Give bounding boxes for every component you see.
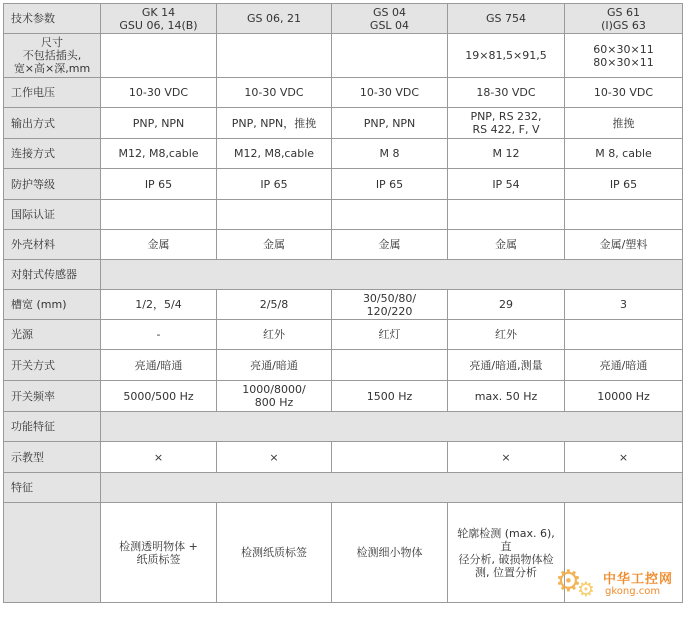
column-header: GS 61 (I)GS 63: [565, 4, 683, 34]
table-cell: 亮通/暗通: [565, 350, 683, 381]
table-row: [4, 381, 683, 412]
table-cell: 10-30 VDC: [101, 78, 217, 108]
table-cell: M12, M8,cable: [101, 139, 217, 169]
table-cell: M 8: [332, 139, 448, 169]
table-cell: M 8, cable: [565, 139, 683, 169]
table-cell: M12, M8,cable: [217, 139, 332, 169]
table-cell: 轮廓检测 (max. 6), 直 径分析, 破损物体检 测, 位置分析: [448, 503, 565, 603]
column-header: GS 06, 21: [217, 4, 332, 34]
watermark-en: gkong.com: [605, 586, 661, 597]
table-cell: 10-30 VDC: [565, 78, 683, 108]
row-label: 示教型: [4, 442, 101, 473]
table-cell: 30/50/80/ 120/220: [332, 290, 448, 320]
watermark-cn: 中华工控网: [603, 572, 674, 587]
section-optical-title: 对射式传感器: [4, 260, 101, 290]
table-cell: 金属: [332, 230, 448, 260]
table-cell: 金属: [217, 230, 332, 260]
table-cell: M 12: [448, 139, 565, 169]
table-cell: PNP, RS 232, RS 422, F, V: [448, 108, 565, 139]
table-cell: 红灯: [332, 320, 448, 350]
table-row: [4, 290, 683, 320]
table-cell: [332, 34, 448, 78]
table-cell: 1/2，5/4: [101, 290, 217, 320]
spec-table: [3, 3, 683, 603]
table-cell: [101, 200, 217, 230]
column-header: GS 04 GSL 04: [332, 4, 448, 34]
table-cell: -: [101, 320, 217, 350]
row-label: 开关方式: [4, 350, 101, 381]
table-cell: IP 65: [101, 169, 217, 200]
row-label: 防护等级: [4, 169, 101, 200]
table-cell: IP 54: [448, 169, 565, 200]
table-cell: [217, 34, 332, 78]
table-row: [4, 320, 683, 350]
row-label: 光源: [4, 320, 101, 350]
table-cell: 金属: [448, 230, 565, 260]
table-cell: PNP, NPN，推挽: [217, 108, 332, 139]
table-cell: PNP, NPN: [101, 108, 217, 139]
gear-icon-small: ⚙: [577, 577, 595, 601]
table-cell: 检测纸质标签: [217, 503, 332, 603]
table-cell: 29: [448, 290, 565, 320]
table-cell: [332, 442, 448, 473]
section-function-title: 功能特征: [4, 412, 101, 442]
table-cell: 金属: [101, 230, 217, 260]
table-cell: ×: [101, 442, 217, 473]
table-row: [4, 230, 683, 260]
table-cell: 10-30 VDC: [217, 78, 332, 108]
watermark-logo: [555, 565, 680, 605]
table-cell: 2/5/8: [217, 290, 332, 320]
section-fill: [101, 260, 683, 290]
table-row: [4, 200, 683, 230]
table-cell: [565, 320, 683, 350]
table-row: [4, 442, 683, 473]
section-row: [4, 412, 683, 442]
header-label: 技术参数: [4, 4, 101, 34]
table-cell: [565, 200, 683, 230]
table-cell: [332, 200, 448, 230]
table-cell: 10-30 VDC: [332, 78, 448, 108]
table-cell: 红外: [217, 320, 332, 350]
table-cell: 10000 Hz: [565, 381, 683, 412]
table-cell: 60×30×11 80×30×11: [565, 34, 683, 78]
row-label: 外壳材料: [4, 230, 101, 260]
header-row: [4, 4, 683, 34]
row-label: 尺寸 不包括插头, 宽×高×深,mm: [4, 34, 101, 78]
section-row: [4, 260, 683, 290]
table-cell: 18-30 VDC: [448, 78, 565, 108]
column-header: GK 14 GSU 06, 14(B): [101, 4, 217, 34]
row-label: 开关频率: [4, 381, 101, 412]
table-cell: IP 65: [565, 169, 683, 200]
table-row: [4, 169, 683, 200]
table-cell: [101, 34, 217, 78]
table-cell: 5000/500 Hz: [101, 381, 217, 412]
table-cell: max. 50 Hz: [448, 381, 565, 412]
table-cell: IP 65: [217, 169, 332, 200]
column-header: GS 754: [448, 4, 565, 34]
section-fill: [101, 412, 683, 442]
row-label: 输出方式: [4, 108, 101, 139]
row-label: 国际认证: [4, 200, 101, 230]
table-cell: [448, 200, 565, 230]
table-row: [4, 34, 683, 78]
table-cell: IP 65: [332, 169, 448, 200]
table-cell: 1500 Hz: [332, 381, 448, 412]
table-cell: 3: [565, 290, 683, 320]
table-cell: 红外: [448, 320, 565, 350]
table-cell: 检测细小物体: [332, 503, 448, 603]
row-label: 连接方式: [4, 139, 101, 169]
table-cell: ×: [217, 442, 332, 473]
row-label: [4, 503, 101, 603]
table-cell: [217, 200, 332, 230]
table-row: [4, 108, 683, 139]
table-cell: 亮通/暗通: [217, 350, 332, 381]
table-row: [4, 78, 683, 108]
section-fill: [101, 473, 683, 503]
table-cell: 1000/8000/ 800 Hz: [217, 381, 332, 412]
table-row: [4, 350, 683, 381]
section-row: [4, 473, 683, 503]
table-cell: 金属/塑料: [565, 230, 683, 260]
row-label: 工作电压: [4, 78, 101, 108]
row-label: 槽宽 (mm): [4, 290, 101, 320]
table-cell: [332, 350, 448, 381]
table-cell: 19×81,5×91,5: [448, 34, 565, 78]
table-cell: 亮通/暗通: [101, 350, 217, 381]
table-cell: PNP, NPN: [332, 108, 448, 139]
section-feature-title: 特征: [4, 473, 101, 503]
gear-icon: ⚙: [555, 564, 582, 599]
table-cell: 推挽: [565, 108, 683, 139]
table-cell: ×: [565, 442, 683, 473]
table-row: [4, 139, 683, 169]
table-cell: 检测透明物体 + 纸质标签: [101, 503, 217, 603]
table-cell: 亮通/暗通,测量: [448, 350, 565, 381]
table-cell: ×: [448, 442, 565, 473]
